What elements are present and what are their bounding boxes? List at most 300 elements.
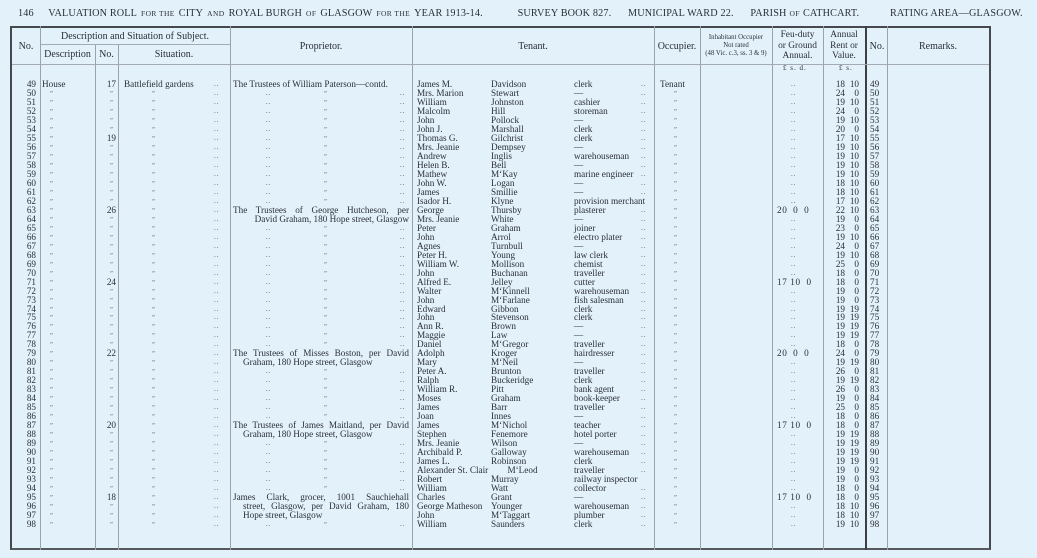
tenant-surname: Buckeridge: [491, 375, 534, 386]
proprietor-leader-dots: ..: [266, 142, 272, 151]
tenant-leader-dots: ..: [641, 367, 647, 376]
description-cell: ”: [50, 467, 53, 475]
occupier-cell: ”: [674, 296, 677, 304]
subject-number-cell: 20: [106, 420, 116, 431]
rent-shillings: 10: [849, 114, 859, 125]
tenant-leader-dots: ..: [641, 250, 647, 259]
rent-pounds: 26: [835, 366, 845, 377]
proprietor-leader-dots: ..: [266, 376, 272, 385]
description-cell: ”: [50, 458, 53, 466]
description-cell: ”: [50, 296, 53, 304]
proprietor-leader-dots: ..: [400, 295, 406, 304]
description-cell: ”: [50, 368, 53, 376]
tenant-occupation: warehouseman: [574, 150, 630, 161]
proprietor-leader-dots: ..: [266, 466, 272, 475]
proprietor-leader-dots: ..: [400, 88, 406, 97]
tenant-leader-dots: ..: [641, 205, 647, 214]
proprietor-leader-dots: ..: [266, 475, 272, 484]
feu-duty-cell: ..: [791, 295, 797, 304]
tenant-leader-dots: ..: [641, 268, 647, 277]
header-feu-line1: Feu-duty: [780, 29, 815, 40]
rent-pounds: 18: [835, 492, 845, 503]
tenant-surname: Younger: [491, 501, 523, 512]
feu-duty-cell: ..: [791, 304, 797, 313]
tenant-occupation: cashier: [574, 96, 601, 107]
proprietor-leader-dots: ..: [266, 304, 272, 313]
feu-duty-cell: ..: [791, 394, 797, 403]
subject-number-cell: ”: [110, 476, 113, 484]
feu-duty-cell: ..: [791, 259, 797, 268]
rent-pounds: 18: [835, 339, 845, 350]
situation-cell: ”: [152, 152, 155, 160]
row-number: 61: [26, 186, 36, 197]
feu-duty-cell: ..: [791, 160, 797, 169]
proprietor-leader-dots: ..: [400, 304, 406, 313]
tenant-first-name: James: [417, 420, 440, 431]
subject-number-cell: ”: [110, 377, 113, 385]
tenant-occupation: clerk: [574, 123, 593, 134]
proprietor-leader-dots: ..: [400, 331, 406, 340]
row-number-right: 68: [870, 249, 880, 260]
proprietor-ditto: ”: [324, 170, 327, 178]
subject-number-cell: 22: [106, 348, 116, 359]
row-number: 85: [26, 402, 36, 413]
tenant-first-name: Mrs. Jeanie: [417, 438, 460, 449]
parish-label: PARISH: [750, 8, 787, 19]
rent-shillings: 0: [854, 285, 859, 296]
tenant-occupation: electro plater: [574, 231, 623, 242]
tenant-first-name: Robert: [417, 474, 443, 485]
proprietor-ditto: ”: [324, 143, 327, 151]
proprietor-leader-dots: ..: [266, 484, 272, 493]
feu-duty-cell: ..: [791, 250, 797, 259]
header-rent-line3: Value.: [832, 51, 856, 62]
occupier-cell: ”: [674, 224, 677, 232]
situation-cell: ”: [152, 503, 155, 511]
rent-shillings: 0: [854, 393, 859, 404]
tenant-occupation: clerk: [574, 456, 593, 467]
proprietor-leader-dots: ..: [266, 232, 272, 241]
proprietor-leader-dots: ..: [266, 403, 272, 412]
row-number: 53: [26, 114, 36, 125]
tenant-occupation: clerk: [574, 519, 593, 530]
rent-shillings: 10: [849, 168, 859, 179]
proprietor-text: The Trustees of James Maitland, per David: [233, 420, 409, 431]
rent-pounds: 19: [835, 213, 845, 224]
situation-cell: ”: [152, 458, 155, 466]
tenant-first-name: Ann R.: [417, 321, 444, 332]
occupier-cell: ”: [674, 98, 677, 106]
proprietor-ditto: ”: [324, 440, 327, 448]
tenant-leader-dots: ..: [641, 313, 647, 322]
proprietor-leader-dots: ..: [266, 394, 272, 403]
row-number: 96: [26, 501, 36, 512]
occupier-cell: ”: [674, 314, 677, 322]
rent-pounds: 24: [835, 348, 845, 359]
tenant-first-name: George: [417, 204, 444, 215]
proprietor-ditto: ”: [324, 323, 327, 331]
rent-shillings: 0: [854, 87, 859, 98]
row-number: 75: [26, 312, 36, 323]
tenant-surname: Graham: [491, 393, 521, 404]
rent-pounds: 19: [835, 393, 845, 404]
rent-shillings: 10: [849, 177, 859, 188]
occupier-cell: Tenant: [660, 79, 685, 89]
occupier-cell: ”: [674, 359, 677, 367]
situation-leader-dots: ..: [214, 340, 220, 349]
tenant-first-name: Walter: [417, 285, 442, 296]
tenant-first-name: Isador H.: [417, 195, 452, 206]
tenant-first-name: John: [417, 294, 435, 305]
description-cell: ”: [50, 206, 53, 214]
feu-duty-cell: ..: [791, 412, 797, 421]
row-number-right: 81: [870, 366, 880, 377]
proprietor-ditto: ”: [324, 368, 327, 376]
subject-number-cell: ”: [110, 143, 113, 151]
situation-leader-dots: ..: [214, 313, 220, 322]
row-number-right: 93: [870, 474, 880, 485]
tenant-first-name: Agnes: [417, 240, 441, 251]
occupier-cell: ”: [674, 215, 677, 223]
tenant-leader-dots: ..: [641, 358, 647, 367]
tenant-surname: Johnston: [491, 96, 524, 107]
tenant-surname: Bell: [491, 159, 507, 170]
tenant-first-name: Stephen: [417, 429, 447, 440]
row-number: 67: [26, 240, 36, 251]
situation-cell: ”: [152, 404, 155, 412]
proprietor-leader-dots: ..: [266, 520, 272, 529]
tenant-leader-dots: ..: [641, 223, 647, 232]
tenant-occupation: —: [574, 240, 584, 251]
subject-number-cell: 17: [106, 79, 116, 89]
situation-leader-dots: ..: [214, 484, 220, 493]
tenant-first-name: Edward: [417, 303, 446, 314]
row-number-right: 89: [870, 438, 880, 449]
situation-cell: ”: [152, 197, 155, 205]
subject-number-cell: ”: [110, 215, 113, 223]
proprietor-text: The Trustees of Misses Boston, per David: [233, 348, 409, 359]
rent-shillings: 10: [849, 132, 859, 143]
occupier-cell: ”: [674, 503, 677, 511]
rent-shillings: 10: [849, 159, 859, 170]
feu-duty-cell: ..: [791, 214, 797, 223]
row-number-right: 56: [870, 141, 880, 152]
situation-leader-dots: ..: [214, 475, 220, 484]
rent-units: £ s.: [839, 64, 853, 72]
situation-leader-dots: ..: [214, 232, 220, 241]
rent-shillings: 0: [854, 411, 859, 422]
subject-number-cell: 24: [106, 276, 116, 287]
rent-shillings: 0: [854, 348, 859, 359]
row-number-right: 85: [870, 402, 880, 413]
occupier-cell: ”: [674, 494, 677, 502]
description-cell: ”: [50, 476, 53, 484]
tenant-first-name: William: [417, 483, 447, 494]
situation-cell: ”: [152, 251, 155, 259]
tenant-surname: M‘Kinnell: [491, 285, 530, 296]
tenant-leader-dots: ..: [641, 412, 647, 421]
proprietor-ditto: ”: [324, 188, 327, 196]
situation-leader-dots: ..: [214, 385, 220, 394]
rent-shillings: 10: [849, 150, 859, 161]
situation-cell: ”: [152, 386, 155, 394]
proprietor-leader-dots: ..: [266, 268, 272, 277]
tenant-surname: Brown: [491, 321, 517, 332]
row-number: 68: [26, 249, 36, 260]
tenant-leader-dots: ..: [641, 385, 647, 394]
row-number: 82: [26, 375, 36, 386]
feu-duty-cell: ..: [791, 457, 797, 466]
proprietor-leader-dots: ..: [400, 385, 406, 394]
rent-pounds: 20: [835, 123, 845, 134]
subject-number-cell: ”: [110, 512, 113, 520]
rent-shillings: 19: [849, 375, 859, 386]
tenant-first-name: Thomas G.: [417, 132, 458, 143]
proprietor-ditto: ”: [324, 197, 327, 205]
title-year: YEAR 1913-14.: [414, 8, 483, 19]
subject-number-cell: ”: [110, 197, 113, 205]
proprietor-ditto: ”: [324, 278, 327, 286]
occupier-cell: ”: [674, 305, 677, 313]
row-number: 55: [26, 132, 36, 143]
situation-leader-dots: ..: [214, 304, 220, 313]
occupier-cell: ”: [674, 512, 677, 520]
proprietor-leader-dots: ..: [266, 295, 272, 304]
tenant-surname: Smillie: [491, 186, 518, 197]
tenant-first-name: Peter: [417, 222, 436, 233]
tenant-occupation: warehouseman: [574, 285, 630, 296]
tenant-leader-dots: ..: [641, 88, 647, 97]
rent-shillings: 10: [849, 510, 859, 521]
row-number-right: 54: [870, 123, 880, 134]
row-number-right: 67: [870, 240, 880, 251]
subject-number-cell: ”: [110, 332, 113, 340]
proprietor-leader-dots: ..: [400, 178, 406, 187]
situation-cell: ”: [152, 179, 155, 187]
occupier-cell: ”: [674, 179, 677, 187]
feu-duty-cell: ..: [791, 331, 797, 340]
feu-duty-cell: ..: [791, 223, 797, 232]
proprietor-leader-dots: ..: [400, 367, 406, 376]
description-cell: ”: [50, 359, 53, 367]
situation-leader-dots: ..: [214, 286, 220, 295]
row-number: 50: [26, 87, 36, 98]
feu-units: £ s. d.: [783, 64, 807, 72]
situation-cell: ”: [152, 161, 155, 169]
row-number-right: 94: [870, 483, 880, 494]
occupier-cell: ”: [674, 476, 677, 484]
row-number-right: 65: [870, 222, 880, 233]
tenant-occupation: plasterer: [574, 204, 606, 215]
municipal-ward: MUNICIPAL WARD 22.: [628, 8, 734, 19]
feu-duty-cell: ..: [791, 268, 797, 277]
description-cell: ”: [50, 404, 53, 412]
description-cell: ”: [50, 251, 53, 259]
proprietor-leader-dots: ..: [266, 412, 272, 421]
row-number: 69: [26, 258, 36, 269]
tenant-surname: Logan: [491, 177, 515, 188]
rent-pounds: 25: [835, 258, 845, 269]
feu-duty-cell: ..: [791, 376, 797, 385]
situation-leader-dots: ..: [214, 169, 220, 178]
row-number: 80: [26, 357, 36, 368]
tenant-occupation: clerk: [574, 303, 593, 314]
description-cell: ”: [50, 152, 53, 160]
situation-cell: ”: [152, 512, 155, 520]
row-number-right: 90: [870, 447, 880, 458]
row-number-right: 77: [870, 330, 880, 341]
rent-shillings: 19: [849, 447, 859, 458]
rent-pounds: 19: [835, 231, 845, 242]
occupier-cell: ”: [674, 116, 677, 124]
row-number-right: 74: [870, 303, 880, 314]
row-number-right: 71: [870, 276, 880, 287]
subject-number-cell: ”: [110, 89, 113, 97]
title-and: AND: [207, 9, 225, 18]
rent-pounds: 19: [835, 447, 845, 458]
tenant-first-name: John: [417, 267, 435, 278]
situation-cell: ”: [152, 107, 155, 115]
subject-number-cell: ”: [110, 413, 113, 421]
tenant-surname: Stewart: [491, 87, 520, 98]
row-number-right: 55: [870, 132, 880, 143]
rent-shillings: 0: [854, 366, 859, 377]
proprietor-leader-dots: ..: [400, 466, 406, 475]
description-cell: ”: [50, 350, 53, 358]
situation-leader-dots: ..: [214, 367, 220, 376]
proprietor-ditto: ”: [324, 116, 327, 124]
tenant-surname: Young: [491, 249, 516, 260]
row-number: 62: [26, 195, 36, 206]
occupier-cell: ”: [674, 440, 677, 448]
proprietor-leader-dots: ..: [400, 124, 406, 133]
tenant-leader-dots: ..: [641, 484, 647, 493]
occupier-cell: ”: [674, 332, 677, 340]
feu-duty-cell: ..: [791, 187, 797, 196]
tenant-occupation: —: [574, 87, 584, 98]
tenant-first-name: John: [417, 312, 435, 323]
description-cell: ”: [50, 485, 53, 493]
feu-duty-cell: ..: [791, 520, 797, 529]
row-number-right: 92: [870, 465, 880, 476]
tenant-first-name: James: [417, 402, 440, 413]
rent-shillings: 0: [854, 276, 859, 287]
rent-shillings: 19: [849, 303, 859, 314]
subject-number-cell: ”: [110, 449, 113, 457]
row-number: 73: [26, 294, 36, 305]
situation-leader-dots: ..: [214, 277, 220, 286]
tenant-first-name: James L.: [417, 456, 450, 467]
proprietor-ditto: ”: [324, 314, 327, 322]
tenant-surname: Law: [491, 330, 508, 341]
subject-number-cell: ”: [110, 440, 113, 448]
situation-leader-dots: ..: [214, 421, 220, 430]
row-number-right: 97: [870, 510, 880, 521]
tenant-surname: Graham: [491, 222, 521, 233]
occupier-cell: ”: [674, 521, 677, 529]
proprietor-leader-dots: ..: [400, 196, 406, 205]
situation-cell: ”: [152, 134, 155, 142]
proprietor-leader-dots: ..: [266, 448, 272, 457]
feu-duty-cell: 17 10 0: [777, 492, 812, 503]
situation-leader-dots: ..: [214, 466, 220, 475]
title-valuation-roll: VALUATION ROLL: [48, 8, 138, 19]
tenant-leader-dots: ..: [641, 457, 647, 466]
row-number-right: 69: [870, 258, 880, 269]
situation-cell: ”: [152, 242, 155, 250]
rent-shillings: 0: [854, 339, 859, 350]
description-cell: ”: [50, 521, 53, 529]
occupier-cell: ”: [674, 485, 677, 493]
description-cell: ”: [50, 377, 53, 385]
situation-leader-dots: ..: [214, 80, 220, 88]
occupier-cell: ”: [674, 107, 677, 115]
row-number: 92: [26, 465, 36, 476]
feu-duty-cell: ..: [791, 358, 797, 367]
header-situation: Situation.: [154, 49, 194, 60]
tenant-surname: Stevenson: [491, 312, 529, 323]
feu-duty-cell: ..: [791, 322, 797, 331]
tenant-first-name: Moses: [417, 393, 441, 404]
description-cell: ”: [50, 260, 53, 268]
rent-pounds: 19: [835, 321, 845, 332]
row-number: 98: [26, 519, 36, 530]
feu-duty-cell: ..: [791, 367, 797, 376]
subject-number-cell: ”: [110, 341, 113, 349]
tenant-surname: Pollock: [491, 114, 520, 125]
situation-cell: ”: [152, 413, 155, 421]
row-number: 78: [26, 339, 36, 350]
rent-pounds: 19: [835, 168, 845, 179]
tenant-occupation: provision merchant: [574, 195, 646, 206]
occupier-cell: ”: [674, 161, 677, 169]
tenant-first-name: William: [417, 519, 447, 530]
subject-number-cell: ”: [110, 296, 113, 304]
tenant-surname: Murray: [491, 474, 519, 485]
description-cell: ”: [50, 512, 53, 520]
tenant-leader-dots: ..: [641, 115, 647, 124]
subject-number-cell: ”: [110, 242, 113, 250]
description-cell: ”: [50, 134, 53, 142]
tenant-leader-dots: ..: [641, 277, 647, 286]
row-number-right: 62: [870, 195, 880, 206]
tenant-surname: Inglis: [491, 150, 512, 161]
proprietor-ditto: ”: [324, 386, 327, 394]
description-cell: ”: [50, 170, 53, 178]
tenant-leader-dots: ..: [641, 331, 647, 340]
description-cell: ”: [50, 314, 53, 322]
proprietor-text: Graham, 180 Hope street, Glasgow: [243, 429, 373, 440]
occupier-cell: ”: [674, 404, 677, 412]
situation-cell: ”: [152, 440, 155, 448]
header-rent-line1: Annual: [830, 29, 858, 40]
situation-cell: ”: [152, 476, 155, 484]
tenant-first-name: George Matheson: [417, 501, 483, 512]
proprietor-leader-dots: ..: [400, 376, 406, 385]
description-cell: ”: [50, 161, 53, 169]
situation-cell: ”: [152, 422, 155, 430]
tenant-surname: Grant: [491, 492, 512, 503]
tenant-occupation: bank agent: [574, 384, 615, 395]
proprietor-leader-dots: ..: [400, 142, 406, 151]
feu-duty-cell: ..: [791, 439, 797, 448]
row-number-right: 50: [870, 87, 880, 98]
situation-leader-dots: ..: [214, 151, 220, 160]
description-cell: ”: [50, 188, 53, 196]
proprietor-ditto: ”: [324, 98, 327, 106]
situation-cell: ”: [152, 143, 155, 151]
subject-number-cell: ”: [110, 395, 113, 403]
